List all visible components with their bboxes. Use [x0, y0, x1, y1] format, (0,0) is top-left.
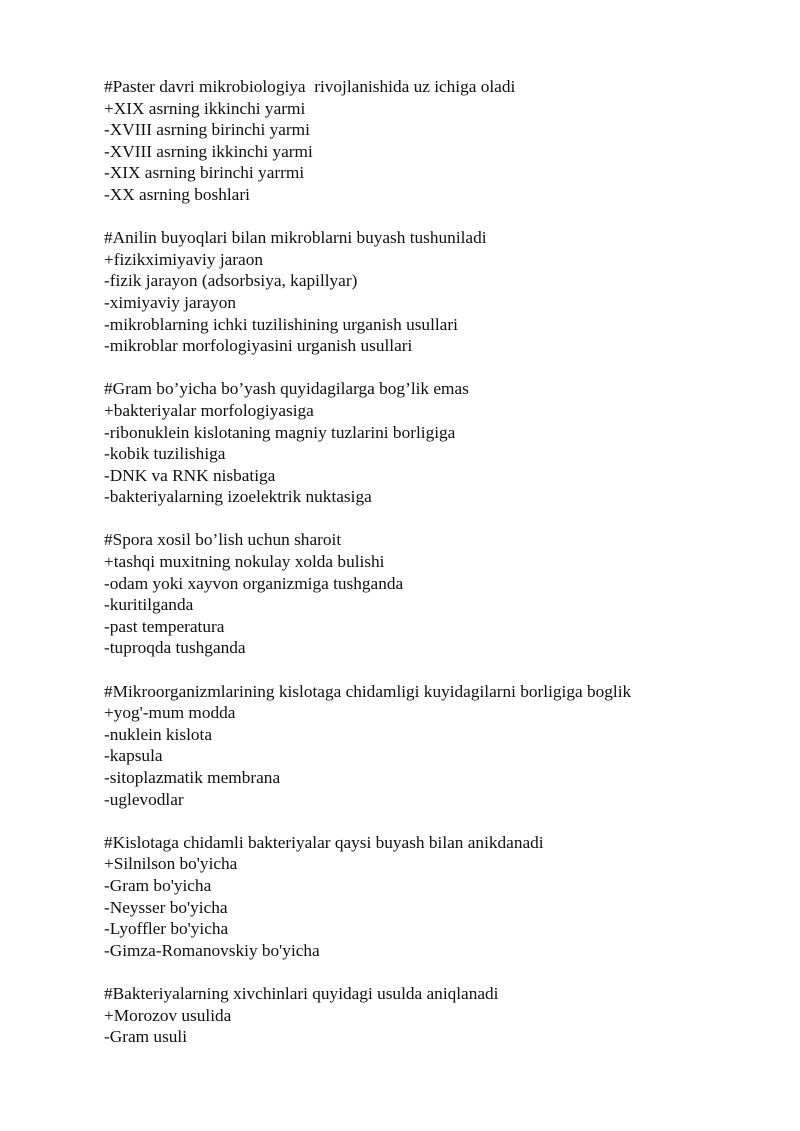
- answer-option: +Silnilson bo'yicha: [104, 854, 238, 874]
- question-prompt: #Spora xosil bo’lish uchun sharoit: [104, 530, 342, 550]
- answer-option: -kuritilganda: [104, 595, 194, 615]
- answer-option: -nuklein kislota: [104, 724, 212, 744]
- question-prompt: #Bakteriyalarning xivchinlari quyidagi usulda aniqlanadi: [104, 983, 499, 1003]
- question-prompt: #Paster davri mikrobiologiya rivojlanishida uz ichiga oladi: [104, 77, 516, 96]
- answer-option: +Morozov usulida: [104, 1005, 232, 1025]
- document-body: [104, 76, 744, 1069]
- answer-option: -XVIII asrning ikkinchi yarmi: [104, 141, 313, 161]
- question-block: [104, 76, 744, 206]
- question-block: [104, 227, 744, 357]
- question-prompt: #Gram bo’yicha bo’yash quyidagilarga bog’lik emas: [104, 379, 469, 399]
- answer-option: -kapsula: [104, 746, 163, 766]
- answer-option: -XVIII asrning birinchi yarmi: [104, 120, 310, 140]
- answer-option: -Gimza-Romanovskiy bo'yicha: [104, 940, 320, 960]
- answer-option: +XIX asrning ikkinchi yarmi: [104, 98, 306, 118]
- answer-option: -XIX asrning birinchi yarrmi: [104, 163, 305, 183]
- answer-option: -sitoplazmatik membrana: [104, 768, 281, 787]
- question-block: [104, 681, 744, 811]
- answer-option: -fizik jarayon (adsorbsiya, kapillyar): [104, 271, 358, 291]
- answer-option: -ribonuklein kislotaning magniy tuzlarini borligiga: [104, 422, 456, 442]
- answer-option: -past temperatura: [104, 616, 225, 636]
- question-block: [104, 832, 744, 962]
- question-prompt: #Kislotaga chidamli bakteriyalar qaysi buyash bilan anikdanadi: [104, 832, 544, 852]
- question-block: [104, 529, 744, 659]
- answer-option: -kobik tuzilishiga: [104, 444, 226, 464]
- question-block: [104, 378, 744, 508]
- answer-option: -DNK va RNK nisbatiga: [104, 465, 276, 485]
- answer-option: +tashqi muxitning nokulay xolda bulishi: [104, 552, 385, 572]
- question-prompt: #Anilin buyoqlari bilan mikroblarni buyash tushuniladi: [104, 228, 487, 248]
- answer-option: -Lyoffler bo'yicha: [104, 919, 229, 939]
- question-block: [104, 983, 744, 1048]
- answer-option: -XX asrning boshlari: [104, 184, 250, 204]
- answer-option: -mikroblarning ichki tuzilishining urganish usullari: [104, 314, 458, 334]
- answer-option: -mikroblar morfologiyasini urganish usullari: [104, 336, 413, 356]
- answer-option: -ximiyaviy jarayon: [104, 292, 236, 312]
- answer-option: +fizikximiyaviy jaraon: [104, 249, 263, 269]
- question-prompt: #Mikroorganizmlarining kislotaga chidamligi kuyidagilarni borligiga boglik: [104, 681, 632, 701]
- answer-option: -Gram bo'yicha: [104, 875, 212, 895]
- answer-option: -tuproqda tushganda: [104, 638, 246, 658]
- answer-option: +bakteriyalar morfologiyasiga: [104, 400, 314, 420]
- answer-option: -odam yoki xayvon organizmiga tushganda: [104, 573, 404, 593]
- answer-option: -Gram usuli: [104, 1027, 188, 1047]
- answer-option: -Neysser bo'yicha: [104, 897, 228, 917]
- answer-option: -bakteriyalarning izoelektrik nuktasiga: [104, 487, 372, 507]
- answer-option: +yog'-mum modda: [104, 703, 236, 723]
- answer-option: -uglevodlar: [104, 789, 184, 809]
